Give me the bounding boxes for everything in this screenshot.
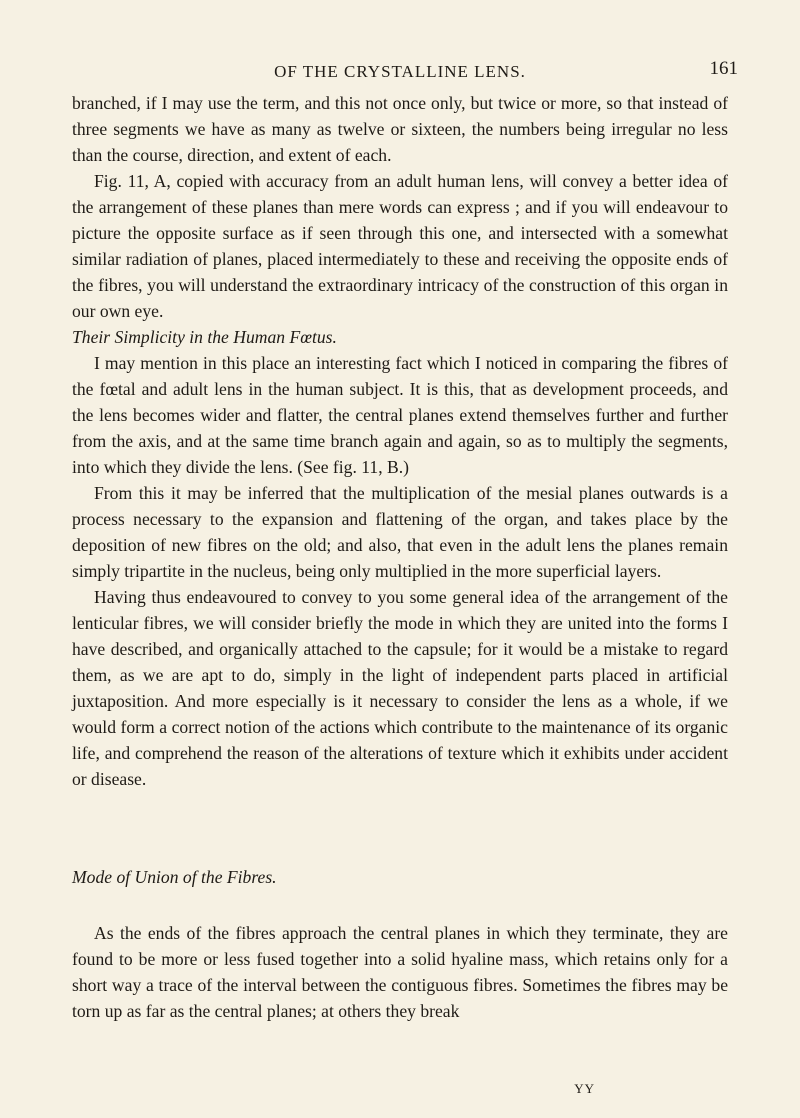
paragraph-6: As the ends of the fibres approach the central planes in which they terminate, they are found to be more or less fused together into a solid hyaline mass, which retains only for a short way a trace of the interval between the contiguous fibres. Sometimes the fibres may be torn up as far as the central planes; at others they break bbox=[72, 923, 728, 1021]
running-head: OF THE CRYSTALLINE LENS. bbox=[274, 62, 526, 81]
section-heading-1: Their Simplicity in the Human Fœtus. bbox=[72, 327, 337, 347]
page-number: 161 bbox=[709, 58, 738, 79]
paragraph-4: From this it may be inferred that the multiplication of the mesial planes outwards is a process necessary to the expansion and flattening of the organ, and takes place by the deposition of new fibres on the old; and also, that even in the adult lens the planes remain simply tripartite in the nucleus, being only multiplied in the more superficial layers. bbox=[72, 483, 728, 581]
paragraph-3: I may mention in this place an interesting fact which I noticed in comparing the fibres of the fœtal and adult lens in the human subject. It is this, that as development proceeds, and the lens becomes wider and flatter, the central planes extend themselves further and further from the axis, and at the same time branch again and again, so as to multiply the segments, into which they divide the lens. (See fig. 11, B.) bbox=[72, 353, 728, 477]
section-heading-2: Mode of Union of the Fibres. bbox=[72, 867, 277, 887]
paragraph-1: branched, if I may use the term, and this not once only, but twice or more, so that instead of three segments we have as many as twelve or sixteen, the numbers being irregular no less than the course, direction, and extent of each. bbox=[72, 93, 728, 165]
page-body bbox=[72, 90, 728, 1024]
signature-mark: YY bbox=[574, 1081, 595, 1096]
paragraph-5: Having thus endeavoured to convey to you some general idea of the arrangement of the lenticular fibres, we will consider briefly the mode in which they are united into the forms I have described, and organically attached to the capsule; for it would be a mistake to regard them, as we are apt to do, simply in the light of independent parts placed in artificial juxtaposition. And more especially is it necessary to consider the lens as a whole, if we would form a correct notion of the actions which contribute to the maintenance of its organic life, and comprehend the reason of the alterations of texture which it exhibits under accident or disease. bbox=[72, 587, 728, 789]
paragraph-2: Fig. 11, A, copied with accuracy from an adult human lens, will convey a better idea of the arrangement of these planes than mere words can express ; and if you will endeavour to picture the opposite surface as if seen through this one, and intersected with a somewhat similar radiation of planes, placed intermediately to these and receiving the opposite ends of the fibres, you will understand the extraordinary intricacy of the construction of this organ in our own eye. bbox=[72, 171, 728, 321]
